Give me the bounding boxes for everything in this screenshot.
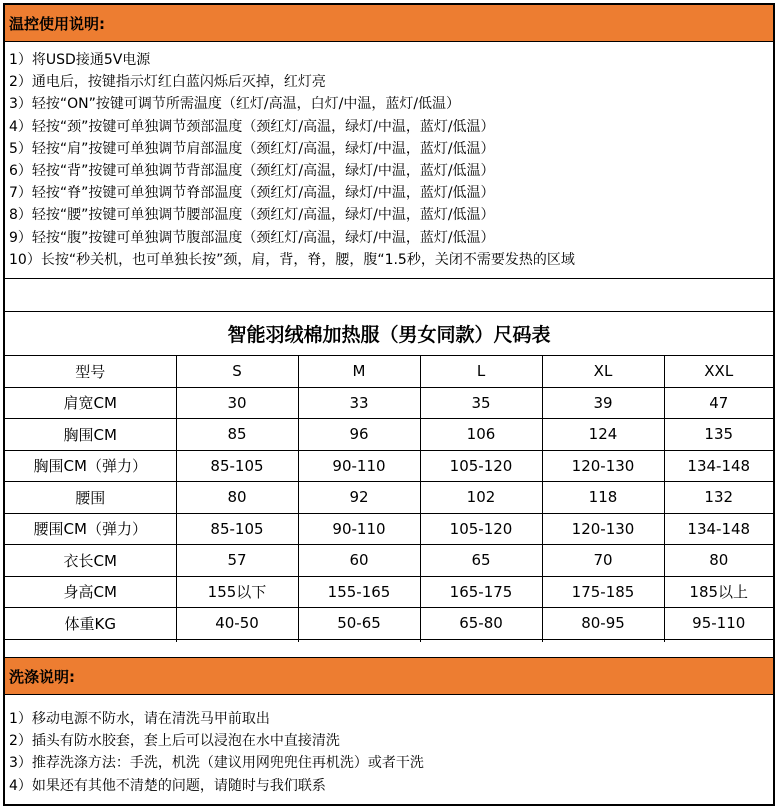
table-cell: [420, 639, 542, 642]
table-cell: 175-185: [542, 576, 664, 608]
row-label: 衣长CM: [5, 545, 176, 577]
table-cell: 39: [542, 387, 664, 419]
row-label: 腰围CM（弹力）: [5, 513, 176, 545]
table-row: [5, 387, 773, 419]
table-cell: 90-110: [298, 513, 420, 545]
table-cell: 65-80: [420, 608, 542, 640]
temp-control-header: [5, 5, 773, 42]
table-cell: 124: [542, 419, 664, 451]
table-row: [5, 513, 773, 545]
table-cell: 40-50: [176, 608, 298, 640]
table-cell: 132: [664, 482, 773, 514]
instruction-item: 8）轻按“腰”按键可单独调节腰部温度（颈红灯/高温，绿灯/中温，蓝灯/低温）: [9, 207, 495, 224]
table-cell: 80: [664, 545, 773, 577]
table-cell: [664, 639, 773, 642]
table-cell: 96: [298, 419, 420, 451]
table-cell: 135: [664, 419, 773, 451]
table-cell: [5, 639, 176, 642]
table-cell: 60: [298, 545, 420, 577]
table-cell: 35: [420, 387, 542, 419]
table-cell: 47: [664, 387, 773, 419]
row-label: 胸围CM（弹力）: [5, 450, 176, 482]
instruction-item: 6）轻按“背”按键可单独调节背部温度（颈红灯/高温，绿灯/中温，蓝灯/低温）: [9, 163, 495, 180]
table-cell: 65: [420, 545, 542, 577]
row-label: 胸围CM: [5, 419, 176, 451]
table-sliver-row: [5, 639, 773, 642]
table-cell: 85-105: [176, 450, 298, 482]
table-row: [5, 450, 773, 482]
row-label: 身高CM: [5, 576, 176, 608]
table-cell: 70: [542, 545, 664, 577]
table-cell: 57: [176, 545, 298, 577]
table-cell: 120-130: [542, 513, 664, 545]
header-cell-xl: XL: [542, 356, 664, 387]
header-cell-model: 型号: [5, 356, 176, 387]
table-cell: 165-175: [420, 576, 542, 608]
size-chart-table: [5, 356, 773, 642]
table-cell: 118: [542, 482, 664, 514]
blank-row: [5, 279, 773, 312]
instruction-item: 4）轻按“颈”按键可单独调节颈部温度（颈红灯/高温，绿灯/中温，蓝灯/低温）: [9, 118, 495, 135]
table-cell: 134-148: [664, 513, 773, 545]
table-cell: 90-110: [298, 450, 420, 482]
table-cell: 30: [176, 387, 298, 419]
table-cell: 102: [420, 482, 542, 514]
table-cell: 85: [176, 419, 298, 451]
table-cell: 80-95: [542, 608, 664, 640]
table-cell: 105-120: [420, 513, 542, 545]
table-cell: 106: [420, 419, 542, 451]
table-cell: [542, 639, 664, 642]
spreadsheet-sheet: [3, 3, 775, 806]
temp-control-instructions: [5, 42, 773, 279]
size-chart-title: [5, 312, 773, 356]
instruction-item: 7）轻按“脊”按键可单独调节脊部温度（颈红灯/高温，绿灯/中温，蓝灯/低温）: [9, 185, 495, 202]
header-cell-m: M: [298, 356, 420, 387]
table-row: [5, 545, 773, 577]
washing-item: 4）如果还有其他不清楚的问题，请随时与我们联系: [9, 777, 326, 794]
table-cell: [176, 639, 298, 642]
table-cell: 185以上: [664, 576, 773, 608]
table-cell: 95-110: [664, 608, 773, 640]
washing-item: 2）插头有防水胶套，套上后可以浸泡在水中直接清洗: [9, 733, 340, 750]
table-cell: 105-120: [420, 450, 542, 482]
size-chart-title-text: 智能羽绒棉加热服（男女同款）尺码表: [227, 324, 551, 346]
table-cell: 120-130: [542, 450, 664, 482]
table-row: [5, 482, 773, 514]
row-label: 体重KG: [5, 608, 176, 640]
row-label: 肩宽CM: [5, 387, 176, 419]
washing-instructions: [5, 695, 773, 804]
instruction-item: 10）长按“秒关机，也可单独长按”颈，肩，背，脊，腰，腹“1.5秒，关闭不需要发热的区域: [9, 251, 575, 268]
instruction-item: 5）轻按“肩”按键可单独调节肩部温度（颈红灯/高温，绿灯/中温，蓝灯/低温）: [9, 140, 495, 157]
washing-item: 1）移动电源不防水，请在清洗马甲前取出: [9, 711, 270, 727]
header-cell-xxl: XXL: [664, 356, 773, 387]
instruction-item: 1）将USD接通5V电源: [9, 52, 151, 68]
instruction-item: 9）轻按“腹”按键可单独调节腹部温度（颈红灯/高温，绿灯/中温，蓝灯/低温）: [9, 229, 495, 246]
table-cell: 134-148: [664, 450, 773, 482]
table-cell: 92: [298, 482, 420, 514]
table-cell: [298, 639, 420, 642]
instruction-item: 2）通电后，按键指示灯红白蓝闪烁后灭掉，红灯亮: [9, 74, 326, 91]
table-cell: 50-65: [298, 608, 420, 640]
table-cell: 155-165: [298, 576, 420, 608]
header-cell-s: S: [176, 356, 298, 387]
row-label: 腰围: [5, 482, 176, 514]
table-row: [5, 576, 773, 608]
table-header-row: [5, 356, 773, 387]
table-cell: 155以下: [176, 576, 298, 608]
table-cell: 33: [298, 387, 420, 419]
table-row: [5, 419, 773, 451]
washing-header: [5, 657, 773, 695]
instruction-item: 3）轻按“ON”按键可调节所需温度（红灯/高温，白灯/中温，蓝灯/低温）: [9, 96, 461, 113]
table-row: [5, 608, 773, 640]
washing-title: 洗涤说明:: [9, 667, 75, 686]
temp-control-title: 温控使用说明:: [9, 14, 105, 33]
table-cell: 85-105: [176, 513, 298, 545]
washing-item: 3）推荐洗涤方法：手洗，机洗（建议用网兜兜住再机洗）或者干洗: [9, 755, 424, 772]
header-cell-l: L: [420, 356, 542, 387]
table-cell: 80: [176, 482, 298, 514]
